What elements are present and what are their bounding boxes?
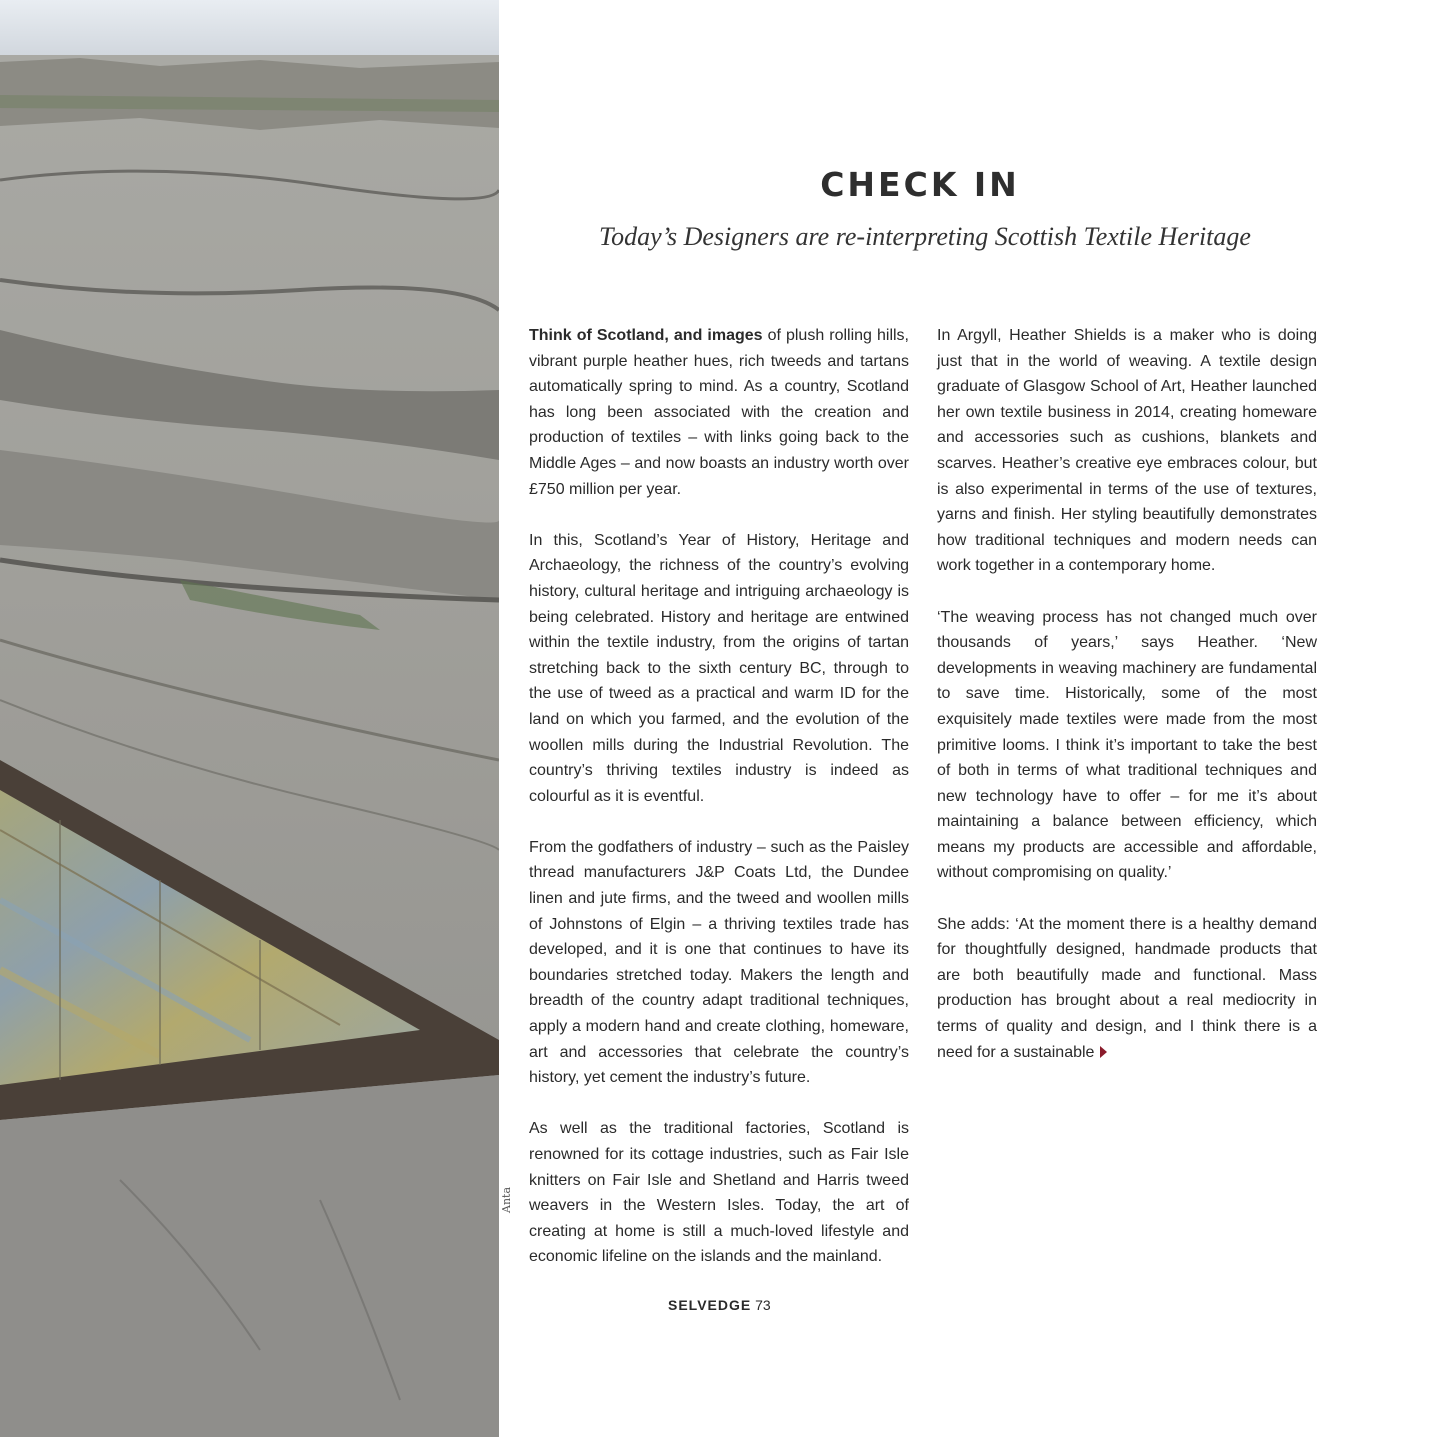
article-paragraph: As well as the traditional factories, Scotland is renowned for its cottage industries, such as Fair Isle knitters on Fair Isle and Shetland and Harris tweed weavers in the Western Isles. Today, the art of creating at home is still a much-loved lifestyle and economic lifeline on the islands and the mainland.: [529, 1120, 909, 1266]
page-footer: [668, 1297, 771, 1313]
cover-photo: [0, 0, 499, 1437]
page-number: 73: [755, 1297, 771, 1313]
photo-credit: Anta: [500, 1187, 513, 1214]
page-subtitle: Today’s Designers are re-interpreting Scottish Textile Heritage: [599, 222, 1251, 251]
article-paragraph: [937, 912, 1317, 1066]
page-title: CHECK IN: [820, 165, 1020, 204]
article-column-right: [937, 323, 1317, 1091]
landscape-illustration: [0, 0, 499, 1437]
article-paragraph: [529, 323, 909, 502]
paragraph-text: of plush rolling hills, vibrant purple heather hues, rich tweeds and tartans automatically spring to mind. As a country, Scotland has long been associated with the creation and production of textiles – with links going back to the Middle Ages – and now boasts an industry worth over £750 million per year.: [529, 327, 909, 498]
article-column-left: [529, 323, 909, 1296]
article-paragraph: In this, Scotland’s Year of History, Heritage and Archaeology, the richness of the country’s evolving history, cultural heritage and intriguing archaeology is being celebrated. History and heritage are entwined within the textile industry, from the origins of tartan stretching back to the sixth century BC, through to the use of tweed as a practical and warm ID for the land on which you farmed, and the evolution of the woollen mills during the Industrial Revolution. The country’s thriving textiles industry is indeed as colourful as it is eventful.: [529, 531, 909, 805]
article-paragraph: ‘The weaving process has not changed much over thousands of years,’ says Heather. ‘New developments in weaving machinery are fundamental to save time. Historically, some of the most exquisitely made textiles were made from the most primitive looms. I think it’s important to take the best of both in terms of what traditional techniques and new technology have to offer – for me it’s about maintaining a balance between efficiency, which means my products are accessible and affordable, without compromising on quality.’: [937, 608, 1317, 882]
continue-arrow-icon: [1100, 1046, 1107, 1058]
article-paragraph: From the godfathers of industry – such as the Paisley thread manufacturers J&P Coats Ltd, the Dundee linen and jute firms, and the tweed and woollen mills of Johnstons of Elgin – a thriving textiles trade has developed, and it is one that continues to have its boundaries stretched today. Makers the length and breadth of the country adapt traditional techniques, apply a modern hand and create clothing, homeware, art and accessories that celebrate the country’s history, yet cement the industry’s future.: [529, 838, 909, 1087]
lead-in: Think of Scotland, and images: [529, 327, 763, 344]
article-paragraph: In Argyll, Heather Shields is a maker who is doing just that in the world of weaving. A textile design graduate of Glasgow School of Art, Heather launched her own textile business in 2014, creating homeware and accessories such as cushions, blankets and scarves. Heather’s creative eye embraces colour, but is also experimental in terms of the use of textures, yarns and finish. Her styling beautifully demonstrates how traditional techniques and modern needs can work together in a contemporary home.: [937, 327, 1317, 575]
paragraph-text: She adds: ‘At the moment there is a healthy demand for thoughtfully designed, handmade products that are both beautifully made and functional. Mass production has brought about a real mediocrity in terms of quality and design, and I think there is a need for a sustainable: [937, 915, 1317, 1061]
magazine-name: SELVEDGE: [668, 1297, 752, 1313]
